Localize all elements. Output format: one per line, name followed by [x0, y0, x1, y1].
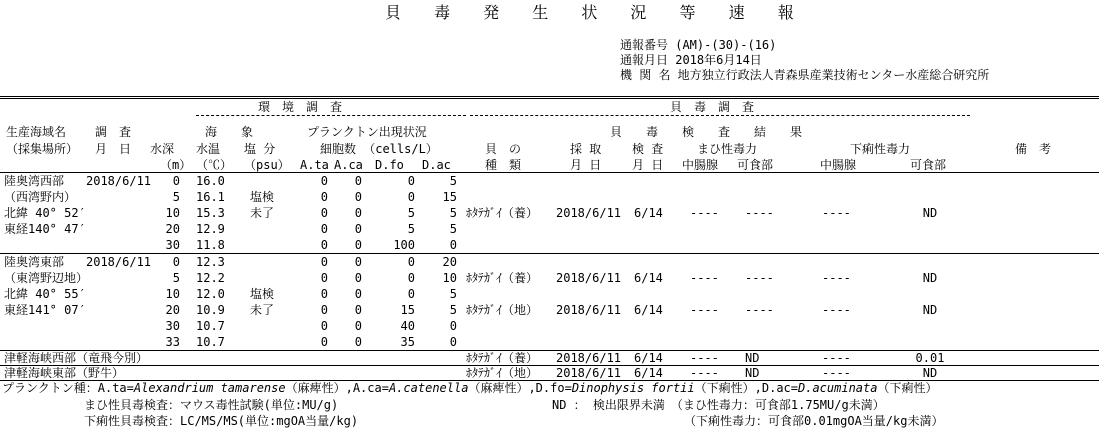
survey-header: 調 査 [95, 125, 132, 139]
aca-count-cell: 0 [354, 190, 362, 204]
ata-count-cell: 0 [320, 335, 328, 349]
shellfish-species-cell: ﾎﾀﾃｶﾞｲ（地） [466, 366, 539, 380]
ata-count-cell: 0 [320, 271, 328, 285]
salinity-cell: 未了 [250, 303, 275, 317]
sampling-date-cell: 2018/6/11 [556, 351, 622, 365]
dsp-edible-header: 可食部 [910, 158, 947, 172]
area-header: 生産海域名 [6, 125, 67, 139]
report-title: 貝 毒 発 生 状 況 等 速 報 [385, 3, 808, 22]
dsp-midgut-cell: ---- [822, 271, 851, 285]
inspection-date-cell: 6/14 [634, 206, 663, 220]
water-temp-cell: 10.7 [196, 319, 225, 333]
footer-dsp-method: 下痢性貝毒検査：LC/MS/MS(単位:mgOA当量/kg) [84, 414, 359, 428]
aca-count-cell: 0 [354, 303, 362, 317]
area-cell: 東経141° 07′ [4, 303, 86, 317]
aca-count-cell: 0 [354, 271, 362, 285]
depth-header: 水深 [150, 142, 175, 156]
report-number: 通報番号 (AM)-(30)-(16) [620, 38, 777, 52]
species-header-2: 種 類 [485, 158, 522, 172]
psp-midgut-cell: ---- [690, 271, 719, 285]
ata-count-cell: 0 [320, 222, 328, 236]
dac-count-cell: 20 [442, 255, 457, 269]
salinity-header: 塩 分 [244, 142, 276, 156]
sampling-date-cell: 2018/6/11 [556, 303, 622, 317]
dsp-midgut-cell: ---- [822, 351, 851, 365]
sampling-header: 採 取 [570, 142, 602, 156]
footer-dsp-limit: （下痢性毒力：可食部0.01mgOA当量/kg未満） [684, 414, 944, 428]
ata-count-cell: 0 [320, 238, 328, 252]
dfo-count-cell: 5 [407, 206, 415, 220]
dfo-count-cell: 0 [407, 255, 415, 269]
sampling-date-cell: 2018/6/11 [556, 366, 622, 380]
env-rule [196, 115, 466, 116]
dac-count-cell: 5 [449, 174, 457, 188]
results-header: 貝 毒 検 査 結 果 [610, 125, 803, 139]
dac-header: D.ac [422, 158, 451, 172]
psp-midgut-cell: ---- [690, 366, 719, 380]
shell-header: 貝 毒 調 査 [670, 100, 755, 114]
water-temp-cell: 12.0 [196, 287, 225, 301]
aca-count-cell: 0 [354, 206, 362, 220]
cells-header: 細胞数 （cells/L） [320, 142, 438, 156]
inspection-date-cell: 6/14 [634, 271, 663, 285]
dsp-edible-cell: 0.01 [915, 351, 945, 365]
dfo-header: D.fo [375, 158, 404, 172]
area-cell: （西湾野内） [4, 190, 77, 204]
dfo-count-cell: 35 [400, 335, 415, 349]
ata-count-cell: 0 [320, 287, 328, 301]
ata-count-cell: 0 [320, 190, 328, 204]
salinity-cell: 未了 [250, 206, 275, 220]
ata-count-cell: 0 [320, 319, 328, 333]
ata-count-cell: 0 [320, 303, 328, 317]
survey-date-cell: 2018/6/11 [86, 174, 152, 188]
species-header: 貝 の [485, 142, 522, 156]
inspection-header-2: 月 日 [632, 158, 664, 172]
dfo-count-cell: 0 [407, 271, 415, 285]
inspection-header: 検 査 [632, 142, 664, 156]
depth-cell: 20 [165, 303, 180, 317]
env-header: 環 境 調 査 [258, 100, 343, 114]
aca-count-cell: 0 [354, 255, 362, 269]
dac-count-cell: 5 [449, 206, 457, 220]
depth-cell: 20 [165, 222, 180, 236]
psp-edible-cell: ---- [745, 303, 774, 317]
water-temp-cell: 10.9 [196, 303, 225, 317]
area-cell: 北緯 40° 52′ [4, 206, 86, 220]
dsp-edible-cell: ND [922, 271, 938, 285]
ata-header: A.ta [300, 158, 329, 172]
aca-header: A.ca [334, 158, 363, 172]
ata-count-cell: 0 [320, 174, 328, 188]
aca-count-cell: 0 [354, 174, 362, 188]
inspection-date-cell: 6/14 [634, 366, 663, 380]
dsp-edible-cell: ND [922, 366, 938, 380]
survey-date-cell: 2018/6/11 [86, 255, 152, 269]
psp-edible-cell: ---- [745, 206, 774, 220]
dsp-midgut-header: 中腸腺 [820, 158, 857, 172]
dac-count-cell: 5 [449, 303, 457, 317]
water-temp-cell: 10.7 [196, 335, 225, 349]
aca-count-cell: 0 [354, 287, 362, 301]
dfo-count-cell: 0 [407, 174, 415, 188]
water-temp-cell: 12.2 [196, 271, 225, 285]
footer-nd-note: ND ： 検出限界未満 （まひ性毒力：可食部1.75MU/g未満） [552, 398, 885, 412]
shell-rule [470, 115, 970, 116]
psp-edible-cell: ND [745, 351, 760, 365]
footer-psp-method: まひ性貝毒検査：マウス毒性試験(単位:MU/g) [84, 398, 339, 412]
ata-count-cell: 0 [320, 255, 328, 269]
dfo-count-cell: 100 [393, 238, 415, 252]
dsp-midgut-cell: ---- [822, 206, 851, 220]
aca-count-cell: 0 [354, 319, 362, 333]
report-date: 通報月日 2018年6月14日 [620, 53, 762, 67]
salinity-unit: （psu） [244, 158, 290, 172]
shellfish-species-cell: ﾎﾀﾃｶﾞｲ（養） [466, 206, 539, 220]
header-top-rule [0, 96, 1099, 99]
depth-cell: 30 [165, 319, 180, 333]
area-cell: 東経140° 47′ [4, 222, 86, 236]
dsp-midgut-cell: ---- [822, 366, 851, 380]
depth-cell: 33 [165, 335, 180, 349]
area-cell: 津軽海峡西部（竜飛今別） [4, 351, 149, 365]
group-rule-1 [0, 253, 1099, 254]
dac-count-cell: 0 [449, 335, 457, 349]
dac-count-cell: 0 [449, 238, 457, 252]
dfo-count-cell: 15 [400, 303, 415, 317]
psp-edible-cell: ---- [745, 271, 774, 285]
area-cell: （東湾野辺地） [4, 271, 89, 285]
psp-edible-cell: ND [745, 366, 760, 380]
temp-header: 水温 [196, 142, 221, 156]
depth-cell: 10 [165, 206, 180, 220]
depth-cell: 0 [172, 255, 180, 269]
dac-count-cell: 5 [449, 287, 457, 301]
water-temp-cell: 11.8 [196, 238, 225, 252]
depth-cell: 10 [165, 287, 180, 301]
sampling-header-2: 月 日 [570, 158, 602, 172]
sampling-date-cell: 2018/6/11 [556, 206, 622, 220]
area-header-2: （採集場所） [6, 142, 79, 156]
plankton-header: プランクトン出現状況 [307, 125, 427, 139]
area-cell: 陸奥湾東部 [4, 255, 65, 269]
shellfish-species-cell: ﾎﾀﾃｶﾞｲ（地） [466, 303, 539, 317]
temp-unit: （℃） [196, 158, 233, 172]
water-temp-cell: 15.3 [196, 206, 225, 220]
psp-midgut-cell: ---- [690, 351, 719, 365]
dac-count-cell: 10 [442, 271, 457, 285]
depth-unit: （m） [160, 158, 192, 172]
dfo-count-cell: 0 [407, 287, 415, 301]
dsp-header: 下痢性毒力 [850, 142, 911, 156]
aca-count-cell: 0 [354, 222, 362, 236]
psp-edible-header: 可食部 [737, 158, 774, 172]
dac-count-cell: 15 [442, 190, 457, 204]
inspection-date-cell: 6/14 [634, 351, 663, 365]
dsp-edible-cell: ND [922, 206, 938, 220]
depth-cell: 5 [172, 271, 180, 285]
dac-count-cell: 0 [449, 319, 457, 333]
psp-header: まひ性毒力 [697, 142, 758, 156]
area-cell: 北緯 40° 55′ [4, 287, 86, 301]
remarks-header: 備 考 [1015, 142, 1052, 156]
salinity-cell: 塩検 [250, 287, 275, 301]
water-temp-cell: 12.3 [196, 255, 225, 269]
depth-cell: 0 [172, 174, 180, 188]
psp-midgut-cell: ---- [690, 303, 719, 317]
water-temp-cell: 16.0 [196, 174, 225, 188]
dsp-edible-cell: ND [922, 303, 938, 317]
area-cell: 陸奥湾西部 [4, 174, 65, 188]
depth-cell: 30 [165, 238, 180, 252]
water-temp-cell: 16.1 [196, 190, 225, 204]
psp-midgut-header: 中腸腺 [682, 158, 719, 172]
psp-midgut-cell: ---- [690, 206, 719, 220]
sea-header: 海 象 [205, 125, 254, 139]
shellfish-species-cell: ﾎﾀﾃｶﾞｲ（養） [466, 351, 539, 365]
report-org: 機 関 名 地方独立行政法人青森県産業技術センター水産総合研究所 [620, 68, 990, 82]
header-bottom-rule [0, 172, 1099, 173]
depth-cell: 5 [172, 190, 180, 204]
sampling-date-cell: 2018/6/11 [556, 271, 622, 285]
ata-count-cell: 0 [320, 206, 328, 220]
inspection-date-cell: 6/14 [634, 303, 663, 317]
dfo-count-cell: 0 [407, 190, 415, 204]
survey-header-2: 月 日 [95, 142, 132, 156]
footer-plankton-species: プランクトン種：A.ta=Alexandrium tamarense（麻痺性）,A.ca=A.catenella（麻痺性）,D.fo=Dinophysis fortii（下痢性）,D.ac=D.acuminata（下痢性） [2, 381, 938, 395]
aca-count-cell: 0 [354, 238, 362, 252]
dfo-count-cell: 40 [400, 319, 415, 333]
water-temp-cell: 12.9 [196, 222, 225, 236]
area-cell: 津軽海峡東部（野牛） [4, 366, 125, 380]
salinity-cell: 塩検 [250, 190, 275, 204]
dfo-count-cell: 5 [407, 222, 415, 236]
dac-count-cell: 5 [449, 222, 457, 236]
shellfish-species-cell: ﾎﾀﾃｶﾞｲ（養） [466, 271, 539, 285]
dsp-midgut-cell: ---- [822, 303, 851, 317]
aca-count-cell: 0 [354, 335, 362, 349]
